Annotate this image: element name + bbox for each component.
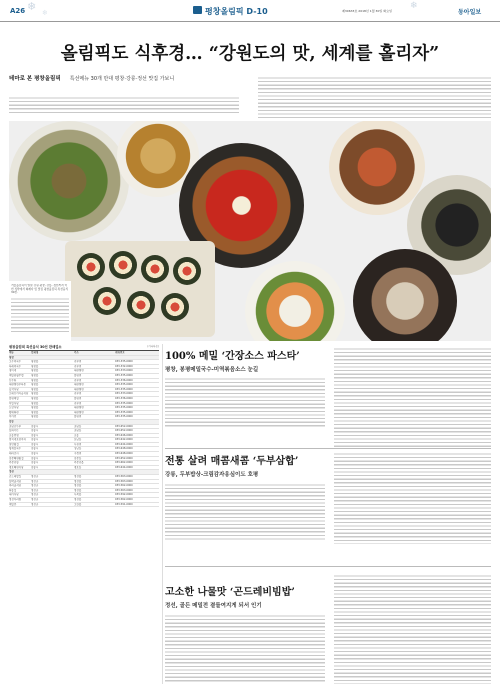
sushi-roll bbox=[161, 293, 189, 321]
table-row: 강문해변횟집 강릉시 강문동 033-652-0000 bbox=[9, 457, 159, 462]
table-row: 부일식당 평창읍 진부면 033-335-0000 bbox=[9, 402, 159, 407]
section-title: 평창올림픽 D-10 bbox=[205, 7, 268, 16]
article-subtitle: 강릉, 두부밥상-크림감자옹심이도 호평 bbox=[165, 472, 259, 478]
restaurant-table bbox=[9, 344, 159, 684]
intro-text bbox=[258, 76, 491, 118]
article-title: 고소한 나물맛 ‘곤드레비빔밥’ bbox=[165, 587, 295, 598]
divider bbox=[165, 448, 491, 449]
divider bbox=[165, 566, 491, 567]
table-region-header: 정선 bbox=[9, 470, 159, 475]
salad-plate bbox=[9, 121, 129, 241]
article-2-body bbox=[334, 452, 491, 544]
table-row: 납작식당 평창읍 대관령면 033-335-0000 bbox=[9, 388, 159, 393]
table-row: 도암식당 평창읍 대관령면 033-335-0000 bbox=[9, 406, 159, 411]
table-row: 회동집 정선군 정선읍 033-563-0000 bbox=[9, 489, 159, 494]
table-row: 엄지네포장마차 강릉시 포남동 033-642-0000 bbox=[9, 438, 159, 443]
article-title: 100% 메밀 ‘간장소스 파스타’ bbox=[165, 351, 300, 362]
snowflake-icon: ❄ bbox=[27, 0, 37, 13]
table-row: 동화가든 강릉시 초당동 033-652-0000 bbox=[9, 429, 159, 434]
kicker-line bbox=[9, 65, 491, 82]
section-badge bbox=[193, 6, 202, 14]
table-row: 대가식당 정선군 사북읍 033-592-0000 bbox=[9, 493, 159, 498]
table-row: 다래막국수 평창읍 진부면 033-332-0000 bbox=[9, 365, 159, 370]
photo-caption: 겨울올림픽이 열릴 강원 평창, 강릉, 정선까지 이번 식탁에서 화제다 및 맛집 평창올림픽 특선음식 30선. bbox=[9, 281, 71, 341]
page-header bbox=[0, 0, 500, 22]
table-row: 황태회관 평창읍 대관령면 033-335-0000 bbox=[9, 411, 159, 416]
article-1 bbox=[165, 347, 325, 432]
food-photo-collage bbox=[9, 121, 491, 341]
article-title: 전통 살려 매콤새콤 ‘두부삼합’ bbox=[165, 456, 299, 467]
sushi-roll bbox=[93, 287, 121, 315]
deck: 특선메뉴 30개 만대 평창·강릉·정선 맛집 가보니 bbox=[69, 76, 175, 82]
snowflake-icon: ❄ bbox=[42, 9, 48, 17]
article-subtitle: 정선, 골든 메밀전 곁들여지게 되서 인기 bbox=[165, 603, 262, 609]
table-row: 미가연 평창읍 봉평면 033-335-0000 bbox=[9, 415, 159, 420]
table-region-header: 강릉 bbox=[9, 420, 159, 425]
article-2 bbox=[165, 452, 325, 542]
tofu-plate bbox=[245, 261, 345, 341]
table-region-header: 평창 bbox=[9, 356, 159, 361]
table-row: 고수막국수 평창읍 진부면 033-335-0000 bbox=[9, 360, 159, 365]
main-headline: 올림픽도 식후경… “강원도의 맛, 세계를 홀리자” bbox=[60, 44, 440, 64]
table-row: 곤드레밥집 정선군 정선읍 033-563-0000 bbox=[9, 475, 159, 480]
issue-info: 제30633호 2018년 1월 30일 화요일 bbox=[342, 9, 392, 13]
table-row: 경포해변식당 강릉시 경포동 033-644-0000 bbox=[9, 466, 159, 471]
divider bbox=[162, 344, 163, 684]
article-subtitle: 평창, 봉평메밀국수-미역볶음소스 눈길 bbox=[165, 367, 259, 373]
table-row: 메밀꽃필무렵 평창읍 봉평면 033-335-0000 bbox=[9, 374, 159, 379]
sushi-roll bbox=[127, 291, 155, 319]
table-row: 초당순두부 강릉시 초당동 033-652-0000 bbox=[9, 425, 159, 430]
table-row: 주문진항 강릉시 주문진읍 033-662-0000 bbox=[9, 461, 159, 466]
kicker: 테마로 본 평창올림픽 bbox=[9, 76, 61, 82]
table-row: 장안횟집 강릉시 사천면 033-644-0000 bbox=[9, 443, 159, 448]
table-row: 대관령한우타운 평창읍 대관령면 033-335-0000 bbox=[9, 383, 159, 388]
table-body bbox=[9, 356, 159, 508]
sushi-roll bbox=[77, 253, 105, 281]
table-row: 동박골식당 정선군 정선읍 033-563-0000 bbox=[9, 480, 159, 485]
article-1-body bbox=[334, 347, 491, 447]
article-3 bbox=[165, 583, 325, 683]
table-row: 형제칼국수 강릉시 성남동 033-648-0000 bbox=[9, 447, 159, 452]
table-row: 싸리골식당 정선군 정선읍 033-562-0000 bbox=[9, 484, 159, 489]
sushi-roll bbox=[173, 257, 201, 285]
table-row: 테라로사 강릉시 구정면 033-648-0000 bbox=[9, 452, 159, 457]
snowflake-icon: ❄ bbox=[410, 1, 418, 11]
table-title: 평창올림픽 특선음식 30선 판매업소 bbox=[9, 345, 62, 349]
table-unit: (가나다순) bbox=[147, 345, 159, 348]
table-row: 봉평메밀 평창읍 봉평면 033-336-0000 bbox=[9, 397, 159, 402]
masthead-logo: 동아일보 bbox=[458, 9, 482, 16]
table-row: 청이네 평창읍 대관령면 033-333-0000 bbox=[9, 369, 159, 374]
table-header-row: 메뉴 업체명 주소 전화번호 bbox=[9, 351, 159, 356]
lead-text bbox=[9, 96, 239, 113]
table-row: 정선아리랑 정선군 정선읍 033-562-0000 bbox=[9, 498, 159, 503]
table-row: 교동반점 강릉시 교동 033-646-0000 bbox=[9, 434, 159, 439]
sushi-roll bbox=[141, 255, 169, 283]
sushi-roll bbox=[109, 251, 137, 279]
stirfry-plate bbox=[329, 121, 425, 215]
table-row: 오대산가마솥식당 평창읍 진부면 033-333-0000 bbox=[9, 392, 159, 397]
page-number: A26 bbox=[10, 7, 26, 15]
article-3-body bbox=[334, 574, 491, 684]
table-row: 메밀촌 정선군 고한읍 033-591-0000 bbox=[9, 503, 159, 508]
table-row: 산수화 평창읍 진부면 033-336-0000 bbox=[9, 379, 159, 384]
